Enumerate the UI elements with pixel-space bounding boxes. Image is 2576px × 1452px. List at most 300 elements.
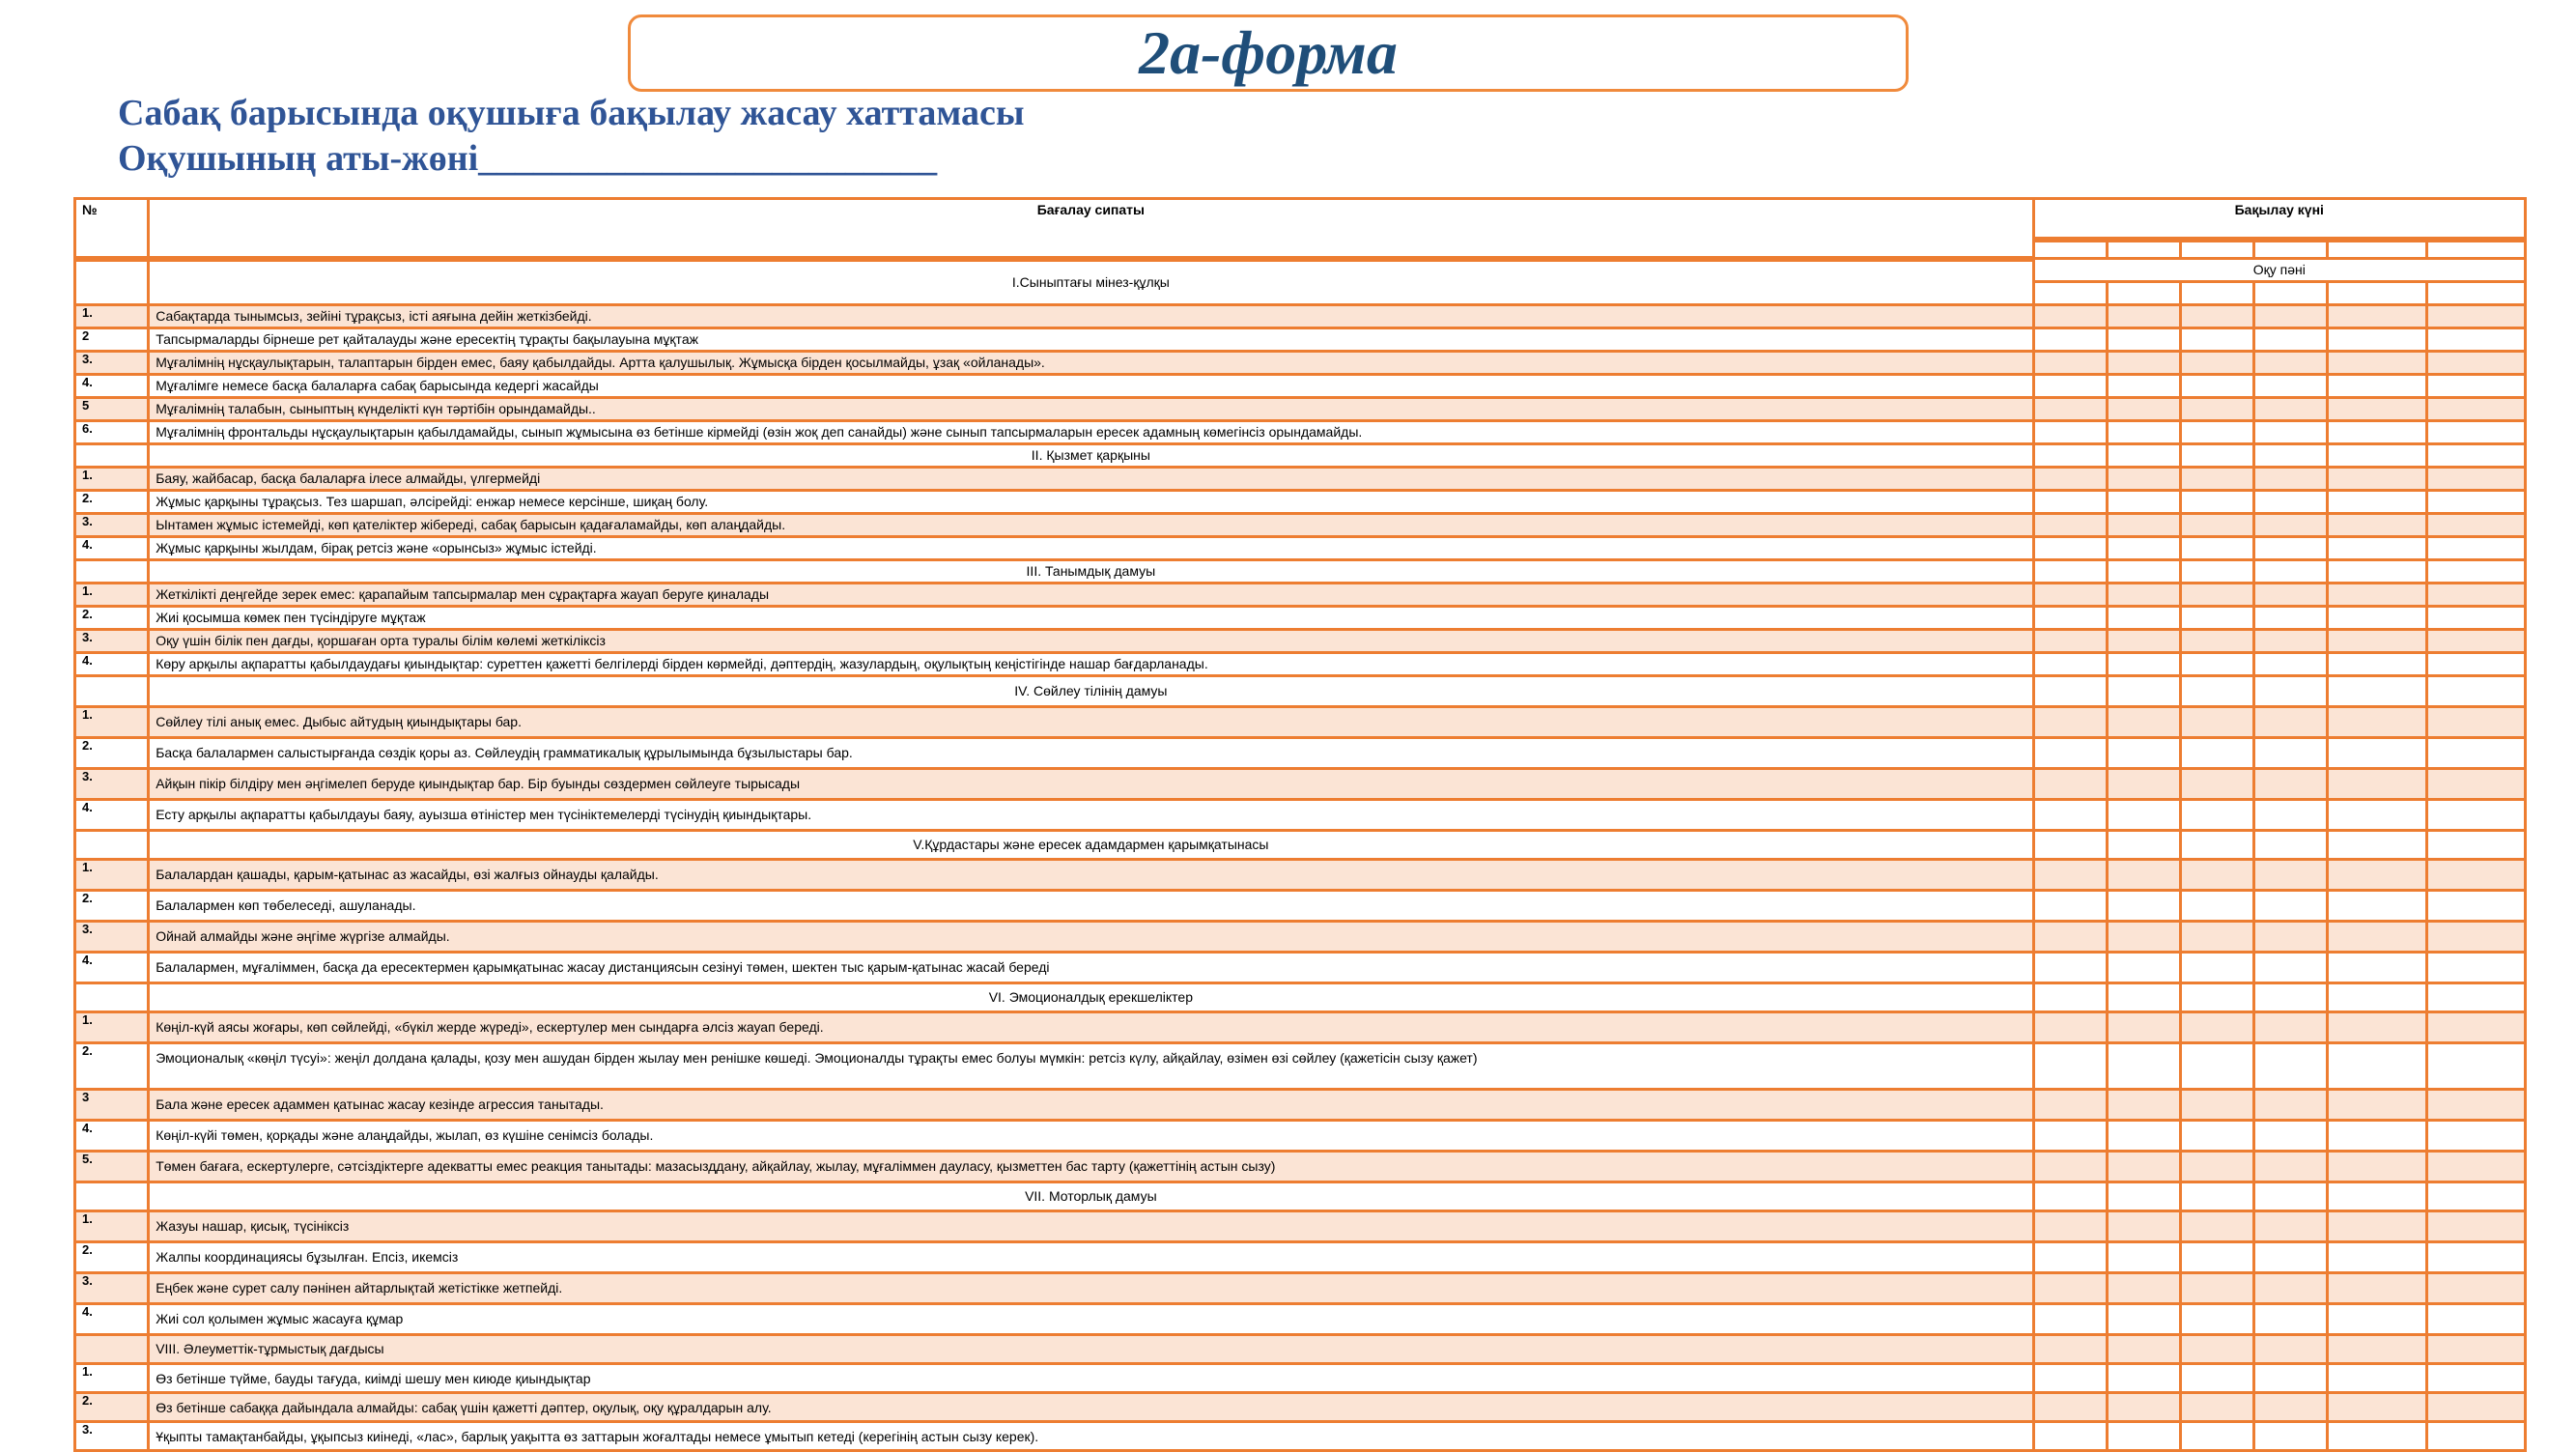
- criterion-number: 2.: [75, 1043, 149, 1090]
- observation-cell[interactable]: [2033, 491, 2107, 514]
- criterion-number: 1.: [75, 584, 149, 607]
- observation-cell[interactable]: [2033, 1152, 2107, 1182]
- date-cell[interactable]: [2254, 240, 2328, 259]
- observation-cell[interactable]: [2180, 1304, 2253, 1335]
- criterion-text: Өз бетінше түйме, бауды тағуда, киімді шешу мен киюде қиындықтар: [149, 1364, 2033, 1393]
- observation-cell[interactable]: [2180, 352, 2253, 375]
- observation-cell[interactable]: [2107, 891, 2180, 922]
- observation-cell[interactable]: [2033, 1182, 2107, 1211]
- observation-cell[interactable]: [2107, 421, 2180, 444]
- observation-cell[interactable]: [2426, 514, 2525, 537]
- observation-cell[interactable]: [2254, 375, 2328, 398]
- observation-cell[interactable]: [2426, 1304, 2525, 1335]
- observation-cell[interactable]: [2426, 491, 2525, 514]
- observation-cell[interactable]: [2033, 953, 2107, 983]
- observation-cell[interactable]: [2426, 444, 2525, 468]
- observation-cell[interactable]: [2254, 352, 2328, 375]
- observation-cell[interactable]: [2033, 305, 2107, 328]
- subject-cell[interactable]: [2033, 282, 2107, 305]
- observation-cell[interactable]: [2033, 514, 2107, 537]
- observation-cell[interactable]: [2254, 860, 2328, 891]
- observation-cell[interactable]: [2180, 1090, 2253, 1121]
- observation-cell[interactable]: [2254, 421, 2328, 444]
- observation-cell[interactable]: [2180, 375, 2253, 398]
- observation-cell[interactable]: [2426, 398, 2525, 421]
- observation-cell[interactable]: [2033, 1090, 2107, 1121]
- observation-cell[interactable]: [2033, 676, 2107, 707]
- observation-cell[interactable]: [2254, 891, 2328, 922]
- observation-cell[interactable]: [2254, 1211, 2328, 1242]
- observation-cell[interactable]: [2254, 607, 2328, 630]
- observation-cell[interactable]: [2180, 1393, 2253, 1422]
- observation-cell[interactable]: [2426, 1364, 2525, 1393]
- observation-cell[interactable]: [2426, 352, 2525, 375]
- criterion-row: [75, 1273, 2526, 1304]
- observation-cell[interactable]: [2254, 1304, 2328, 1335]
- observation-cell[interactable]: [2033, 560, 2107, 584]
- observation-cell[interactable]: [2426, 953, 2525, 983]
- observation-cell[interactable]: [2107, 1364, 2180, 1393]
- observation-cell[interactable]: [2033, 860, 2107, 891]
- date-cell[interactable]: [2107, 240, 2180, 259]
- observation-cell[interactable]: [2328, 491, 2426, 514]
- criterion-number: 2: [75, 328, 149, 352]
- section-title: VIII. Әлеуметтік-тұрмыстық дағдысы: [149, 1335, 2033, 1364]
- observation-cell[interactable]: [2180, 630, 2253, 653]
- observation-cell[interactable]: [2254, 537, 2328, 560]
- observation-cell[interactable]: [2180, 444, 2253, 468]
- observation-cell[interactable]: [2107, 468, 2180, 491]
- observation-cell[interactable]: [2328, 891, 2426, 922]
- observation-cell[interactable]: [2254, 1152, 2328, 1182]
- observation-cell[interactable]: [2180, 653, 2253, 676]
- observation-cell[interactable]: [2180, 1152, 2253, 1182]
- observation-cell[interactable]: [2107, 953, 2180, 983]
- observation-cell[interactable]: [2180, 983, 2253, 1012]
- observation-cell[interactable]: [2180, 860, 2253, 891]
- observation-cell[interactable]: [2180, 922, 2253, 953]
- subject-cell[interactable]: [2107, 282, 2180, 305]
- observation-cell[interactable]: [2033, 922, 2107, 953]
- criterion-text: Балалардан қашады, қарым-қатынас аз жасайды, өзі жалғыз ойнауды қалайды.: [149, 860, 2033, 891]
- subject-cell[interactable]: [2328, 282, 2426, 305]
- observation-cell[interactable]: [2180, 1121, 2253, 1152]
- observation-cell[interactable]: [2328, 1090, 2426, 1121]
- observation-cell[interactable]: [2107, 1090, 2180, 1121]
- observation-cell[interactable]: [2180, 676, 2253, 707]
- observation-cell[interactable]: [2107, 1043, 2180, 1090]
- section-title: ІІ. Қызмет қарқыны: [149, 444, 2033, 468]
- observation-cell[interactable]: [2180, 421, 2253, 444]
- header-row: [75, 199, 2526, 240]
- observation-cell[interactable]: [2254, 922, 2328, 953]
- criterion-number: 3.: [75, 352, 149, 375]
- observation-cell[interactable]: [2254, 1273, 2328, 1304]
- observation-cell[interactable]: [2180, 491, 2253, 514]
- observation-cell[interactable]: [2426, 1422, 2525, 1451]
- observation-cell[interactable]: [2033, 537, 2107, 560]
- date-cell[interactable]: [2328, 240, 2426, 259]
- observation-cell[interactable]: [2254, 1043, 2328, 1090]
- observation-cell[interactable]: [2180, 305, 2253, 328]
- criterion-row: [75, 514, 2526, 537]
- observation-cell[interactable]: [2033, 1364, 2107, 1393]
- observation-cell[interactable]: [2107, 305, 2180, 328]
- observation-cell[interactable]: [2426, 769, 2525, 800]
- observation-cell[interactable]: [2426, 738, 2525, 769]
- criterion-number: 2.: [75, 891, 149, 922]
- observation-cell[interactable]: [2107, 1012, 2180, 1043]
- section-row: [75, 1335, 2526, 1364]
- observation-cell[interactable]: [2328, 328, 2426, 352]
- column-number-header: №: [75, 199, 149, 259]
- observation-cell[interactable]: [2254, 1182, 2328, 1211]
- observation-cell[interactable]: [2107, 860, 2180, 891]
- observation-cell[interactable]: [2107, 738, 2180, 769]
- observation-cell[interactable]: [2426, 1211, 2525, 1242]
- observation-cell[interactable]: [2107, 1422, 2180, 1451]
- observation-cell[interactable]: [2180, 537, 2253, 560]
- observation-cell[interactable]: [2033, 1273, 2107, 1304]
- observation-cell[interactable]: [2328, 953, 2426, 983]
- observation-cell[interactable]: [2033, 1335, 2107, 1364]
- observation-cell[interactable]: [2180, 468, 2253, 491]
- observation-cell[interactable]: [2328, 537, 2426, 560]
- criterion-text: Есту арқылы ақпаратты қабылдауы баяу, ауызша өтіністер мен түсініктемелерді түсінудің қиындықтары.: [149, 800, 2033, 831]
- observation-cell[interactable]: [2033, 630, 2107, 653]
- observation-cell[interactable]: [2107, 328, 2180, 352]
- observation-cell[interactable]: [2107, 1152, 2180, 1182]
- criterion-number: 1.: [75, 860, 149, 891]
- date-cell[interactable]: [2033, 240, 2107, 259]
- observation-cell[interactable]: [2328, 1012, 2426, 1043]
- observation-cell[interactable]: [2328, 860, 2426, 891]
- observation-cell[interactable]: [2033, 707, 2107, 738]
- observation-cell[interactable]: [2426, 1043, 2525, 1090]
- observation-cell[interactable]: [2033, 444, 2107, 468]
- observation-cell[interactable]: [2107, 1335, 2180, 1364]
- observation-cell[interactable]: [2328, 352, 2426, 375]
- observation-cell[interactable]: [2107, 537, 2180, 560]
- observation-cell[interactable]: [2254, 468, 2328, 491]
- observation-cell[interactable]: [2107, 676, 2180, 707]
- observation-cell[interactable]: [2107, 800, 2180, 831]
- observation-cell[interactable]: [2426, 1393, 2525, 1422]
- criterion-number: 4.: [75, 1304, 149, 1335]
- criterion-text: Ұқыпты тамақтанбайды, ұқыпсыз киінеді, «лас», барлық уақытта өз заттарын жоғалтады немесе ұмытып кетеді (керегінің астын сызу керек).: [149, 1422, 2033, 1451]
- observation-cell[interactable]: [2107, 1273, 2180, 1304]
- observation-cell[interactable]: [2033, 800, 2107, 831]
- section-row: [75, 676, 2526, 707]
- observation-cell[interactable]: [2107, 831, 2180, 860]
- observation-cell[interactable]: [2107, 491, 2180, 514]
- observation-cell[interactable]: [2180, 891, 2253, 922]
- criterion-row: [75, 1304, 2526, 1335]
- observation-cell[interactable]: [2033, 1422, 2107, 1451]
- observation-cell[interactable]: [2426, 1121, 2525, 1152]
- observation-cell[interactable]: [2426, 860, 2525, 891]
- observation-cell[interactable]: [2180, 738, 2253, 769]
- observation-cell[interactable]: [2033, 1304, 2107, 1335]
- observation-cell[interactable]: [2033, 375, 2107, 398]
- observation-cell[interactable]: [2180, 607, 2253, 630]
- observation-cell[interactable]: [2033, 1012, 2107, 1043]
- observation-cell[interactable]: [2328, 1422, 2426, 1451]
- observation-cell[interactable]: [2107, 769, 2180, 800]
- observation-cell[interactable]: [2328, 1043, 2426, 1090]
- observation-cell[interactable]: [2328, 375, 2426, 398]
- observation-cell[interactable]: [2328, 305, 2426, 328]
- observation-cell[interactable]: [2426, 1242, 2525, 1273]
- column-observation-date-header: Бақылау күні: [2033, 199, 2525, 240]
- observation-cell[interactable]: [2033, 468, 2107, 491]
- observation-cell[interactable]: [2107, 444, 2180, 468]
- observation-cell[interactable]: [2254, 491, 2328, 514]
- observation-cell[interactable]: [2328, 444, 2426, 468]
- observation-cell[interactable]: [2033, 607, 2107, 630]
- observation-cell[interactable]: [2254, 738, 2328, 769]
- observation-cell[interactable]: [2180, 1364, 2253, 1393]
- observation-cell[interactable]: [2033, 1043, 2107, 1090]
- observation-cell[interactable]: [2180, 1422, 2253, 1451]
- observation-cell[interactable]: [2033, 653, 2107, 676]
- observation-cell[interactable]: [2328, 653, 2426, 676]
- observation-cell[interactable]: [2107, 630, 2180, 653]
- observation-cell[interactable]: [2426, 922, 2525, 953]
- observation-cell[interactable]: [2328, 514, 2426, 537]
- observation-cell[interactable]: [2107, 375, 2180, 398]
- observation-cell[interactable]: [2328, 1152, 2426, 1182]
- criterion-number: 4.: [75, 1121, 149, 1152]
- observation-cell[interactable]: [2033, 738, 2107, 769]
- observation-cell[interactable]: [2107, 707, 2180, 738]
- observation-cell[interactable]: [2180, 514, 2253, 537]
- observation-cell[interactable]: [2328, 630, 2426, 653]
- observation-cell[interactable]: [2107, 1182, 2180, 1211]
- observation-cell[interactable]: [2107, 1211, 2180, 1242]
- column-assessment-header: Бағалау сипаты: [149, 199, 2033, 259]
- observation-cell[interactable]: [2180, 328, 2253, 352]
- observation-cell[interactable]: [2328, 584, 2426, 607]
- observation-cell[interactable]: [2107, 398, 2180, 421]
- observation-cell[interactable]: [2180, 1242, 2253, 1273]
- observation-cell[interactable]: [2426, 630, 2525, 653]
- observation-cell[interactable]: [2328, 1393, 2426, 1422]
- observation-cell[interactable]: [2107, 352, 2180, 375]
- observation-cell[interactable]: [2328, 607, 2426, 630]
- observation-cell[interactable]: [2426, 983, 2525, 1012]
- observation-cell[interactable]: [2180, 831, 2253, 860]
- observation-cell[interactable]: [2033, 831, 2107, 860]
- observation-cell[interactable]: [2426, 1090, 2525, 1121]
- observation-cell[interactable]: [2254, 305, 2328, 328]
- observation-cell[interactable]: [2426, 1335, 2525, 1364]
- observation-cell[interactable]: [2328, 398, 2426, 421]
- observation-cell[interactable]: [2254, 630, 2328, 653]
- observation-cell[interactable]: [2107, 514, 2180, 537]
- criterion-row: [75, 1422, 2526, 1451]
- criterion-number: 3.: [75, 1422, 149, 1451]
- observation-cell[interactable]: [2254, 1422, 2328, 1451]
- observation-cell[interactable]: [2254, 1090, 2328, 1121]
- observation-cell[interactable]: [2254, 1335, 2328, 1364]
- subject-cell[interactable]: [2254, 282, 2328, 305]
- observation-cell[interactable]: [2254, 800, 2328, 831]
- observation-cell[interactable]: [2180, 1211, 2253, 1242]
- observation-cell[interactable]: [2180, 1335, 2253, 1364]
- criterion-row: [75, 769, 2526, 800]
- observation-cell[interactable]: [2180, 398, 2253, 421]
- subject-cell[interactable]: [2426, 282, 2525, 305]
- observation-cell[interactable]: [2426, 707, 2525, 738]
- observation-cell[interactable]: [2033, 421, 2107, 444]
- observation-cell[interactable]: [2107, 653, 2180, 676]
- observation-cell[interactable]: [2328, 800, 2426, 831]
- observation-cell[interactable]: [2254, 831, 2328, 860]
- observation-cell[interactable]: [2107, 607, 2180, 630]
- observation-cell[interactable]: [2254, 707, 2328, 738]
- observation-cell[interactable]: [2180, 953, 2253, 983]
- criterion-number: 1.: [75, 707, 149, 738]
- criterion-row: [75, 584, 2526, 607]
- column-subject-header: Оқу пәні: [2033, 259, 2525, 282]
- observation-cell[interactable]: [2180, 1273, 2253, 1304]
- observation-cell[interactable]: [2180, 560, 2253, 584]
- observation-cell[interactable]: [2426, 421, 2525, 444]
- observation-cell[interactable]: [2328, 983, 2426, 1012]
- observation-cell[interactable]: [2328, 468, 2426, 491]
- observation-cell[interactable]: [2426, 891, 2525, 922]
- criterion-row: [75, 1211, 2526, 1242]
- observation-cell[interactable]: [2426, 1273, 2525, 1304]
- observation-cell[interactable]: [2254, 398, 2328, 421]
- observation-cell[interactable]: [2107, 1121, 2180, 1152]
- observation-cell[interactable]: [2180, 800, 2253, 831]
- observation-cell[interactable]: [2033, 891, 2107, 922]
- observation-cell[interactable]: [2033, 1242, 2107, 1273]
- observation-cell[interactable]: [2426, 1012, 2525, 1043]
- observation-cell[interactable]: [2254, 983, 2328, 1012]
- observation-cell[interactable]: [2180, 1182, 2253, 1211]
- observation-cell[interactable]: [2328, 707, 2426, 738]
- observation-cell[interactable]: [2426, 676, 2525, 707]
- observation-cell[interactable]: [2426, 653, 2525, 676]
- observation-cell[interactable]: [2254, 1364, 2328, 1393]
- criterion-text: Жазуы нашар, қисық, түсініксіз: [149, 1211, 2033, 1242]
- observation-cell[interactable]: [2328, 769, 2426, 800]
- observation-cell[interactable]: [2254, 444, 2328, 468]
- observation-cell[interactable]: [2180, 707, 2253, 738]
- observation-cell[interactable]: [2328, 421, 2426, 444]
- subject-cell[interactable]: [2180, 282, 2253, 305]
- observation-cell[interactable]: [2033, 328, 2107, 352]
- criterion-number: 3.: [75, 769, 149, 800]
- observation-cell[interactable]: [2426, 831, 2525, 860]
- criterion-row: [75, 421, 2526, 444]
- observation-cell[interactable]: [2328, 1242, 2426, 1273]
- observation-cell[interactable]: [2328, 1304, 2426, 1335]
- observation-cell[interactable]: [2180, 769, 2253, 800]
- observation-cell[interactable]: [2426, 560, 2525, 584]
- observation-cell[interactable]: [2426, 800, 2525, 831]
- criterion-row: [75, 305, 2526, 328]
- observation-cell[interactable]: [2254, 1393, 2328, 1422]
- observation-cell[interactable]: [2328, 1335, 2426, 1364]
- date-cell[interactable]: [2180, 240, 2253, 259]
- observation-cell[interactable]: [2328, 831, 2426, 860]
- observation-cell[interactable]: [2426, 1182, 2525, 1211]
- observation-cell[interactable]: [2328, 1364, 2426, 1393]
- observation-cell[interactable]: [2426, 305, 2525, 328]
- observation-cell[interactable]: [2254, 1012, 2328, 1043]
- criterion-row: [75, 352, 2526, 375]
- observation-cell[interactable]: [2426, 537, 2525, 560]
- observation-cell[interactable]: [2328, 738, 2426, 769]
- observation-cell[interactable]: [2033, 584, 2107, 607]
- observation-cell[interactable]: [2033, 1121, 2107, 1152]
- observation-cell[interactable]: [2328, 1121, 2426, 1152]
- observation-cell[interactable]: [2033, 1211, 2107, 1242]
- observation-cell[interactable]: [2033, 769, 2107, 800]
- observation-cell[interactable]: [2254, 676, 2328, 707]
- observation-cell[interactable]: [2254, 514, 2328, 537]
- observation-cell[interactable]: [2254, 1242, 2328, 1273]
- criterion-text: Төмен бағаға, ескертулерге, сәтсіздіктерге адекватты емес реакция танытады: мазасызддану, айқайлау, жылау, мұғаліммен дауласу, қызметтен бас тарту (қажеттінің астын сызу): [149, 1152, 2033, 1182]
- observation-cell[interactable]: [2107, 922, 2180, 953]
- observation-cell[interactable]: [2033, 398, 2107, 421]
- observation-cell[interactable]: [2254, 560, 2328, 584]
- observation-cell[interactable]: [2426, 328, 2525, 352]
- observation-cell[interactable]: [2180, 1012, 2253, 1043]
- observation-cell[interactable]: [2426, 1152, 2525, 1182]
- observation-cell[interactable]: [2033, 983, 2107, 1012]
- criterion-row: [75, 1364, 2526, 1393]
- observation-cell[interactable]: [2328, 560, 2426, 584]
- observation-cell[interactable]: [2426, 468, 2525, 491]
- observation-cell[interactable]: [2033, 1393, 2107, 1422]
- observation-cell[interactable]: [2328, 1211, 2426, 1242]
- observation-cell[interactable]: [2180, 1043, 2253, 1090]
- observation-cell[interactable]: [2426, 607, 2525, 630]
- observation-cell[interactable]: [2426, 584, 2525, 607]
- observation-cell[interactable]: [2328, 1182, 2426, 1211]
- criterion-text: Оқу үшін білік пен дағды, қоршаған орта туралы білім көлемі жеткіліксіз: [149, 630, 2033, 653]
- observation-cell[interactable]: [2033, 352, 2107, 375]
- criterion-number: 1.: [75, 468, 149, 491]
- observation-cell[interactable]: [2107, 1393, 2180, 1422]
- observation-cell[interactable]: [2254, 953, 2328, 983]
- observation-table: [73, 197, 2527, 1452]
- observation-cell[interactable]: [2328, 1273, 2426, 1304]
- observation-cell[interactable]: [2254, 584, 2328, 607]
- observation-cell[interactable]: [2107, 584, 2180, 607]
- observation-cell[interactable]: [2254, 653, 2328, 676]
- section-title: ІІІ. Танымдық дамуы: [149, 560, 2033, 584]
- observation-cell[interactable]: [2107, 560, 2180, 584]
- observation-cell[interactable]: [2254, 328, 2328, 352]
- observation-cell[interactable]: [2254, 769, 2328, 800]
- observation-cell[interactable]: [2328, 922, 2426, 953]
- observation-cell[interactable]: [2180, 584, 2253, 607]
- observation-cell[interactable]: [2426, 375, 2525, 398]
- observation-cell[interactable]: [2254, 1121, 2328, 1152]
- date-cell[interactable]: [2426, 240, 2525, 259]
- observation-cell[interactable]: [2107, 1242, 2180, 1273]
- observation-cell[interactable]: [2328, 676, 2426, 707]
- criterion-text: Мұғалімнің фронтальды нұсқаулықтарын қабылдамайды, сынып жұмысына өз бетінше кірмейді (өзін жоқ деп санайды) және сынып тапсырмаларын ересек адамның көмегінсіз орындамайды.: [149, 421, 2033, 444]
- observation-cell[interactable]: [2107, 1304, 2180, 1335]
- observation-cell[interactable]: [2107, 983, 2180, 1012]
